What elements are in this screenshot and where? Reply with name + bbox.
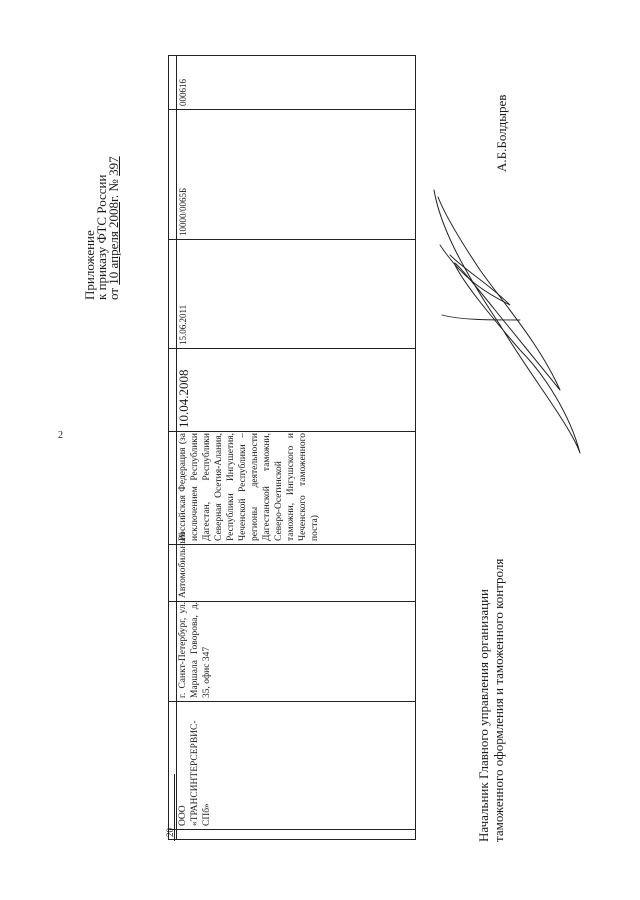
header-line-3: от 10 апреля 2008г. № 397 <box>106 156 121 300</box>
org-name-cell: ООО «ТРАНСИНТЕРСЕРВИС-СПб» <box>178 720 212 826</box>
appendix-header <box>84 156 120 300</box>
serial-cell: 000616 <box>178 79 188 106</box>
footer-line-1: Начальник Главного управления организации <box>476 589 491 842</box>
date-to-cell: 15.06.2011 <box>178 304 188 345</box>
header-line-1: Приложение <box>82 230 97 300</box>
handwritten-signature <box>420 175 600 460</box>
transport-type-cell: Автомобильный <box>178 531 188 598</box>
registry-table <box>165 55 416 840</box>
address-cell: г. Санкт-Петербург, ул. Маршала Говорова, д. 35, офис 347 <box>178 602 212 698</box>
order-number: 397 <box>106 156 121 176</box>
order-month: апреля <box>106 227 121 272</box>
code-cell: 10000/0065Б <box>178 187 188 236</box>
order-year: 2008 <box>106 201 121 228</box>
date-from-cell: 10.04.2008 <box>176 369 191 428</box>
signer-name: А.Б.Болдырев <box>494 94 509 172</box>
header-line-2: к приказу ФТС России <box>94 174 109 300</box>
footer-title <box>476 559 506 842</box>
region-cell: Российская Федерация (за исключением Республики Дагестан, Республики Северная Осетия-Алания, Республики Ингушетия, Чеченской Республики – регионы деятельности Дагестанской таможни, Северо-Осетинской таможни, Ингушского и Чеченского таможенного поста) <box>178 433 320 541</box>
row-number: 20 <box>165 828 175 837</box>
footer-line-2: таможенного оформления и таможенного контроля <box>491 558 506 842</box>
page-number: 2 <box>58 430 63 441</box>
order-day: 10 <box>106 271 121 285</box>
